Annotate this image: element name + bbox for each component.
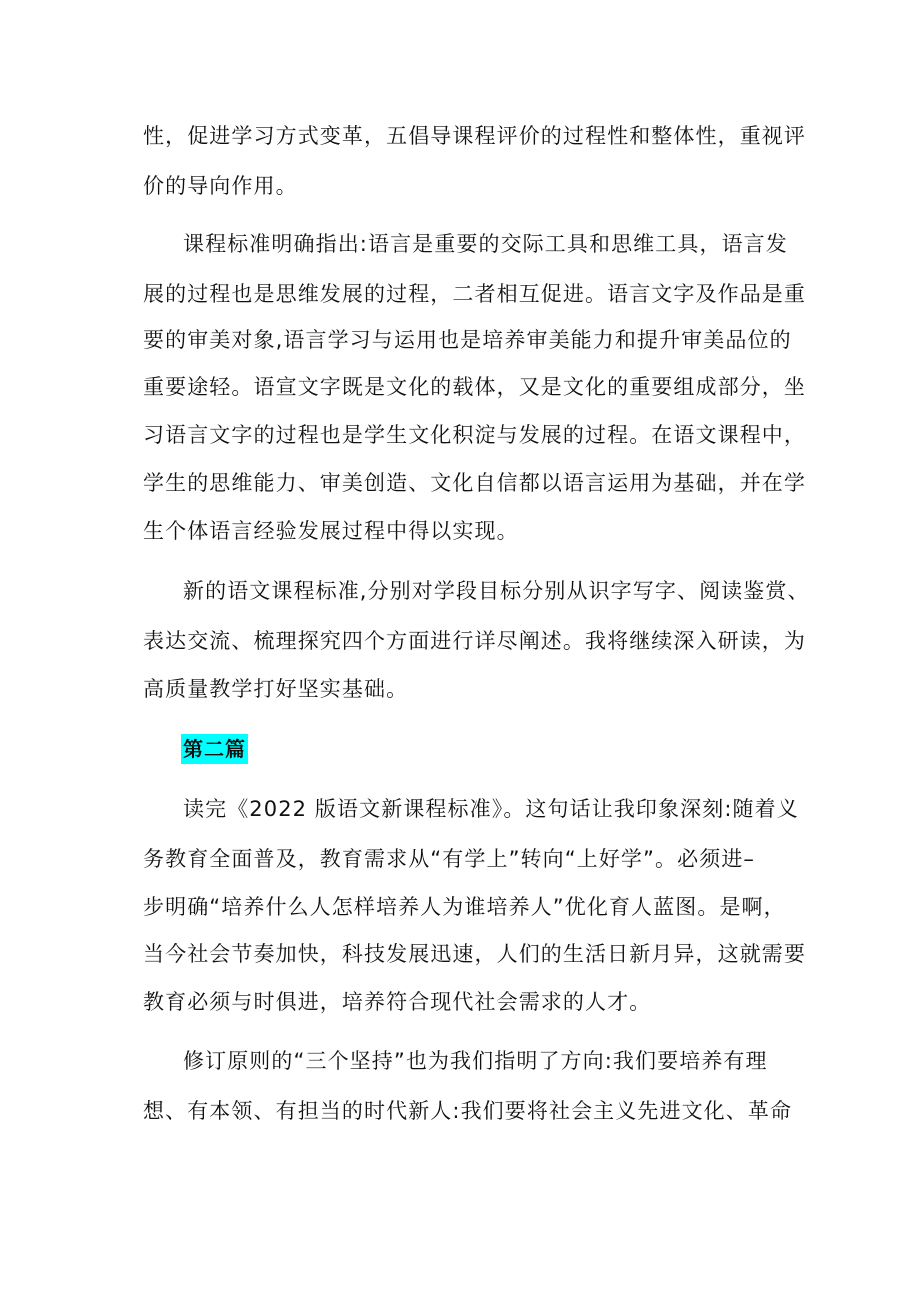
paragraph-4-line-3: 步明确“培养什么人怎样培养人为谁培养人”优化育人蓝图。是啊，: [143, 895, 786, 919]
paragraph-2-line-2: 展的过程也是思维发展的过程，二者相互促进。语言文字及作品是重: [143, 282, 806, 306]
paragraph-1-line-2: 价的导向作用。: [143, 174, 298, 198]
paragraph-1-line-1: 性，促进学习方式变革，五倡导课程评价的过程性和整体性，重视评: [143, 124, 806, 148]
paragraph-2-line-1: 课程标准明确指出:语言是重要的交际工具和思维工具，语言发: [183, 232, 788, 256]
paragraph-3-line-3: 高质量教学打好坚实基础。: [143, 677, 409, 701]
section-heading: 第二篇: [181, 734, 248, 764]
paragraph-2-line-5: 习语言文字的过程也是学生文化积淀与发展的过程。在语文课程中，: [143, 423, 806, 447]
paragraph-5-line-2: 想、有本领、有担当的时代新人:我们要将社会主义先进文化、革命: [143, 1099, 793, 1123]
paragraph-2-line-3: 要的审美对象,语言学习与运用也是培养审美能力和提升审美品位的: [143, 328, 792, 352]
paragraph-4-line-5: 教育必须与时俱进，培养符合现代社会需求的人才。: [143, 990, 652, 1014]
paragraph-4-line-4: 当今社会节奏加快，科技发展迅速，人们的生活日新月异，这就需要: [143, 942, 806, 966]
section-heading-wrapper: [181, 734, 248, 764]
paragraph-2-line-7: 生个体语言经验发展过程中得以实现。: [143, 519, 519, 543]
paragraph-3-line-1: 新的语文课程标准,分别对学段目标分别从识字写字、阅读鉴赏、: [183, 579, 810, 603]
paragraph-2-line-4: 重要途轻。语宣文字既是文化的载体，又是文化的重要组成部分，坐: [143, 375, 806, 399]
paragraph-2-line-6: 学生的思维能力、审美创造、文化自信都以语言运用为基础，并在学: [143, 471, 806, 495]
paragraph-5-line-1: 修订原则的“三个坚持”也为我们指明了方向:我们要培养有理: [183, 1049, 768, 1073]
paragraph-4-line-1: 读完《2022 版语文新课程标准》。这句话让我印象深刻:随着义: [183, 797, 799, 821]
paragraph-4-line-2: 务教育全面普及，教育需求从“有学上”转向“上好学”。必须进–: [143, 847, 756, 871]
paragraph-3-line-2: 表达交流、梳理探究四个方面进行详尽阐述。我将继续深入研读，为: [143, 629, 806, 653]
